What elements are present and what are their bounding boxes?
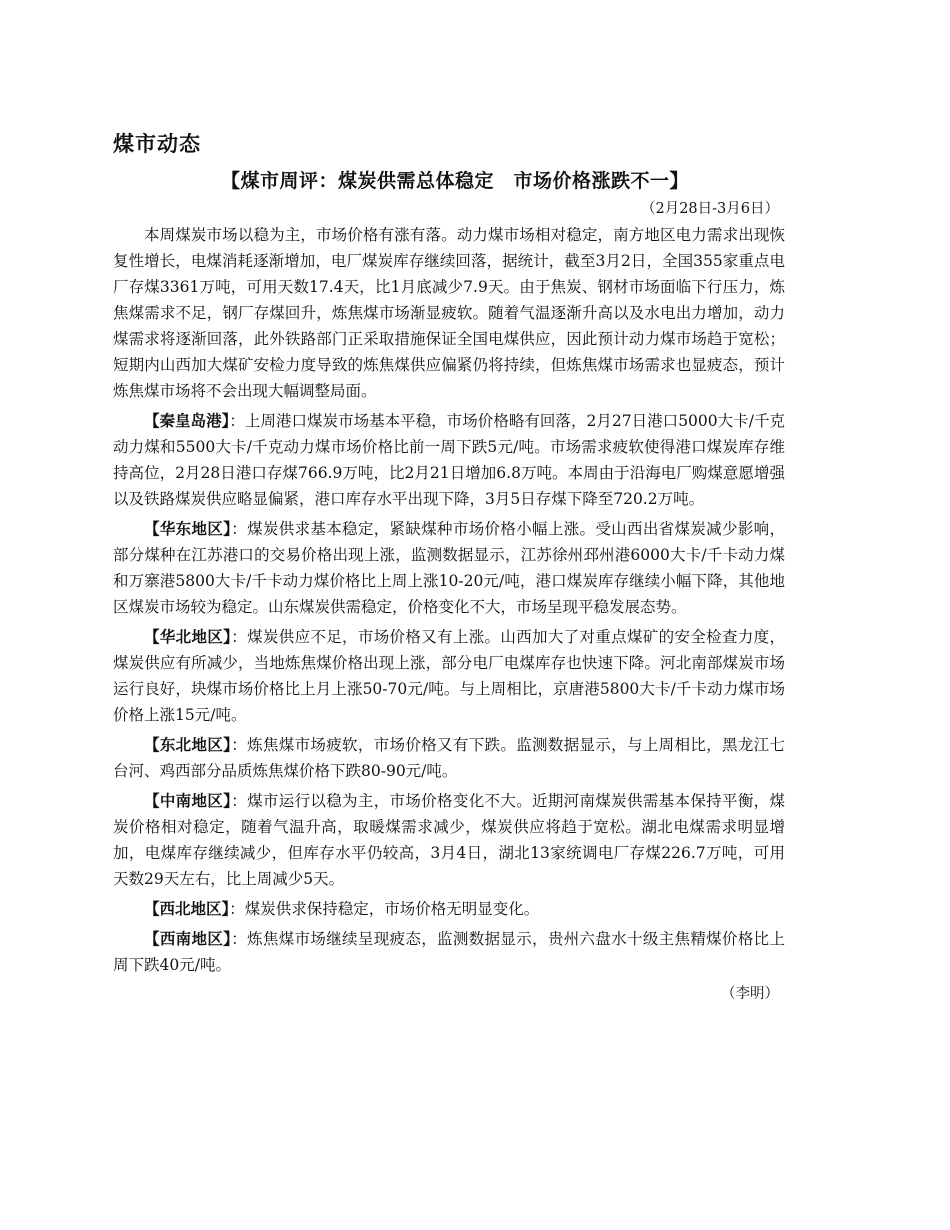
paragraph-sep: ： <box>231 792 248 810</box>
paragraph-north-china <box>113 624 785 728</box>
document-page <box>113 128 785 1003</box>
paragraph-text: 本周煤炭市场以稳为主，市场价格有涨有落。动力煤市场相对稳定，南方地区电力需求出现恢复性增长，电煤消耗逐渐增加，电厂煤炭库存继续回落，据统计，截至3月2日，全国355家重点电厂存煤3361万吨，可用天数17.4天，比1月底减少7.9天。由于焦炭、钢材市场面临下行压力，炼焦煤需求不足，钢厂存煤回升，炼焦煤市场渐显疲软。随着气温逐渐升高以及水电出力增加，动力煤需求将逐渐回落，此外铁路部门正采取措施保证全国电煤供应，因此预计动力煤市场趋于宽松；短期内山西加大煤矿安检力度导致的炼焦煤供应偏紧仍将持续，但炼焦煤市场需求也显疲态，预计炼焦煤市场将不会出现大幅调整局面。 <box>113 226 785 400</box>
paragraph-text: 煤市运行以稳为主，市场价格变化不大。近期河南煤炭供需基本保持平衡，煤炭价格相对稳定，随着气温升高，取暖煤需求减少，煤炭供应将趋于宽松。湖北电煤需求明显增加，电煤库存继续减少，但库存水平仍较高，3月4日，湖北13家统调电厂存煤226.7万吨，可用天数29天左右，比上周减少5天。 <box>113 792 785 888</box>
paragraph-tag: 【中南地区】 <box>144 792 232 810</box>
author-byline: （李明） <box>721 986 779 1002</box>
paragraph-tag: 【秦皇岛港】 <box>144 412 230 430</box>
section-heading: 煤市动态 <box>113 132 201 156</box>
paragraph-sep: ： <box>229 900 245 918</box>
paragraph-text: 煤炭供求基本稳定，紧缺煤种市场价格小幅上涨。受山西出省煤炭减少影响，部分煤种在江苏港口的交易价格出现上涨，监测数据显示，江苏徐州邳州港6000大卡/千卡动力煤和万寨港5800大卡/千卡动力煤价格比上周上涨10-20元/吨，港口煤炭库存继续小幅下降，其他地区煤炭市场较为稳定。山东煤炭供需稳定，价格变化不大，市场呈现平稳发展态势。 <box>113 520 785 616</box>
article-title: 【煤市周评：煤炭供需总体稳定 市场价格涨跌不一】 <box>220 170 689 192</box>
paragraph-sep: ： <box>229 412 245 430</box>
paragraph-text: 炼焦煤市场继续呈现疲态，监测数据显示，贵州六盘水十级主焦精煤价格比上周下跌40元/吨。 <box>113 930 785 974</box>
paragraph-east-china <box>113 516 785 620</box>
paragraph-tag: 【华北地区】 <box>144 628 232 646</box>
paragraph-text: 煤炭供应不足，市场价格又有上涨。山西加大了对重点煤矿的安全检查力度，煤炭供应有所减少，当地炼焦煤价格出现上涨，部分电厂电煤库存也快速下降。河北南部煤炭市场运行良好，块煤市场价格比上月上涨50-70元/吨。与上周相比，京唐港5800大卡/千卡动力煤市场价格上涨15元/吨。 <box>113 628 785 724</box>
paragraph-southwest <box>113 926 785 978</box>
paragraph-tag: 【西北地区】 <box>144 900 230 918</box>
paragraph-tag: 【东北地区】 <box>144 736 232 754</box>
paragraph-northwest <box>113 896 785 922</box>
paragraph-sep: ： <box>231 520 248 538</box>
paragraph-text: 炼焦煤市场疲软，市场价格又有下跌。监测数据显示，与上周相比，黑龙江七台河、鸡西部分品质炼焦煤价格下跌80-90元/吨。 <box>113 736 785 780</box>
paragraph-northeast <box>113 732 785 784</box>
paragraph-central-south <box>113 788 785 892</box>
date-range: （2月28日-3月6日） <box>640 201 779 217</box>
paragraph-qinhuangdao <box>113 408 785 512</box>
paragraph-summary <box>113 222 785 404</box>
paragraph-tag: 【西南地区】 <box>144 930 232 948</box>
paragraph-sep: ： <box>231 930 248 948</box>
paragraph-sep: ： <box>231 736 248 754</box>
paragraph-text: 上周港口煤炭市场基本平稳，市场价格略有回落，2月27日港口5000大卡/千克动力煤和5500大卡/千克动力煤市场价格比前一周下跌5元/吨。市场需求疲软使得港口煤炭库存维持高位，2月28日港口存煤766.9万吨，比2月21日增加6.8万吨。本周由于沿海电厂购煤意愿增强以及铁路煤炭供应略显偏紧，港口库存水平出现下降，3月5日存煤下降至720.2万吨。 <box>113 412 785 508</box>
paragraph-sep: ： <box>231 628 248 646</box>
paragraph-tag: 【华东地区】 <box>144 520 232 538</box>
paragraph-text: 煤炭供求保持稳定，市场价格无明显变化。 <box>244 900 540 918</box>
